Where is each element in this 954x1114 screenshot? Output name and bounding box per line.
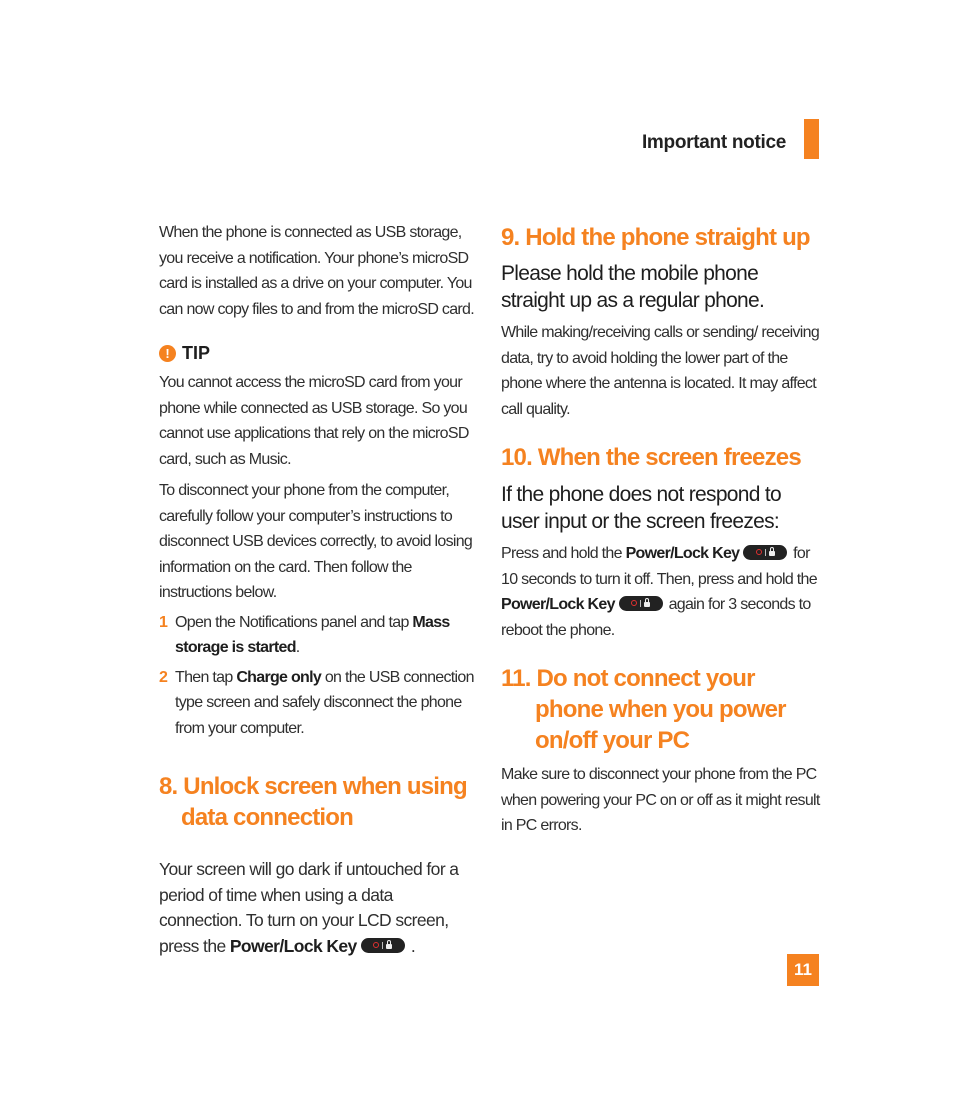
page-number-badge: 11 xyxy=(787,954,819,986)
exclamation-icon: ! xyxy=(159,345,176,362)
tip-heading xyxy=(159,343,477,364)
tip-text: You cannot access the microSD card from your phone while connected as USB storage. So you cannot use applications that rely on the microSD card, such as Music. xyxy=(159,374,469,468)
right-column xyxy=(501,220,821,839)
power-lock-key-icon xyxy=(619,596,663,611)
disconnect-text: To disconnect your phone from the computer, carefully follow your computer’s instructions to disconnect USB devices correctly, to avoid losing information on the card. Then follow the instructions below. xyxy=(159,482,473,601)
section-9-body: While making/receiving calls or sending/ receiving data, try to avoid holding the lower part of the phone where the antenna is located. It may affect call quality. xyxy=(501,324,820,418)
section-8-body: Your screen will go dark if untouched for a period of time when using a data connection. To turn on your LCD screen, press the Power/Lock Key . xyxy=(159,859,459,956)
left-column xyxy=(159,220,477,959)
step-text: Then tap Charge only on the USB connection type screen and safely disconnect the phone from your computer. xyxy=(175,668,474,737)
step-item xyxy=(159,610,477,661)
section-10-heading: 10. When the screen freezes xyxy=(501,444,801,471)
power-lock-key-icon xyxy=(743,545,787,560)
step-number: 1 xyxy=(159,613,168,631)
step-text: Open the Notifications panel and tap Mass storage is started. xyxy=(175,613,450,656)
tip-label: TIP xyxy=(182,343,211,363)
section-8-heading: 8. Unlock screen when using data connection xyxy=(159,773,467,831)
header-accent-bar xyxy=(804,119,819,159)
page-header-title: Important notice xyxy=(641,132,786,153)
section-11-body: Make sure to disconnect your phone from the PC when powering your PC on or off as it might result in PC errors. xyxy=(501,766,820,834)
section-10-body: Press and hold the Power/Lock Key for 10 seconds to turn it off. Then, press and hold the Power/Lock Key again for 3 seconds to reboot the phone. xyxy=(501,545,817,639)
section-9-subheading: Please hold the mobile phone straight up as a regular phone. xyxy=(501,262,765,312)
section-11-heading: 11. Do not connect your phone when you power on/off your PC xyxy=(501,665,786,754)
section-10-subheading: If the phone does not respond to user input or the screen freezes: xyxy=(501,483,781,533)
usb-storage-intro: When the phone is connected as USB storage, you receive a notification. Your phone’s microSD card is installed as a drive on your computer. You can now copy files to and from the microSD card. xyxy=(159,224,474,318)
power-lock-key-icon xyxy=(361,938,405,953)
step-number: 2 xyxy=(159,668,168,686)
step-item xyxy=(159,665,477,742)
section-9-heading: 9. Hold the phone straight up xyxy=(501,224,810,251)
